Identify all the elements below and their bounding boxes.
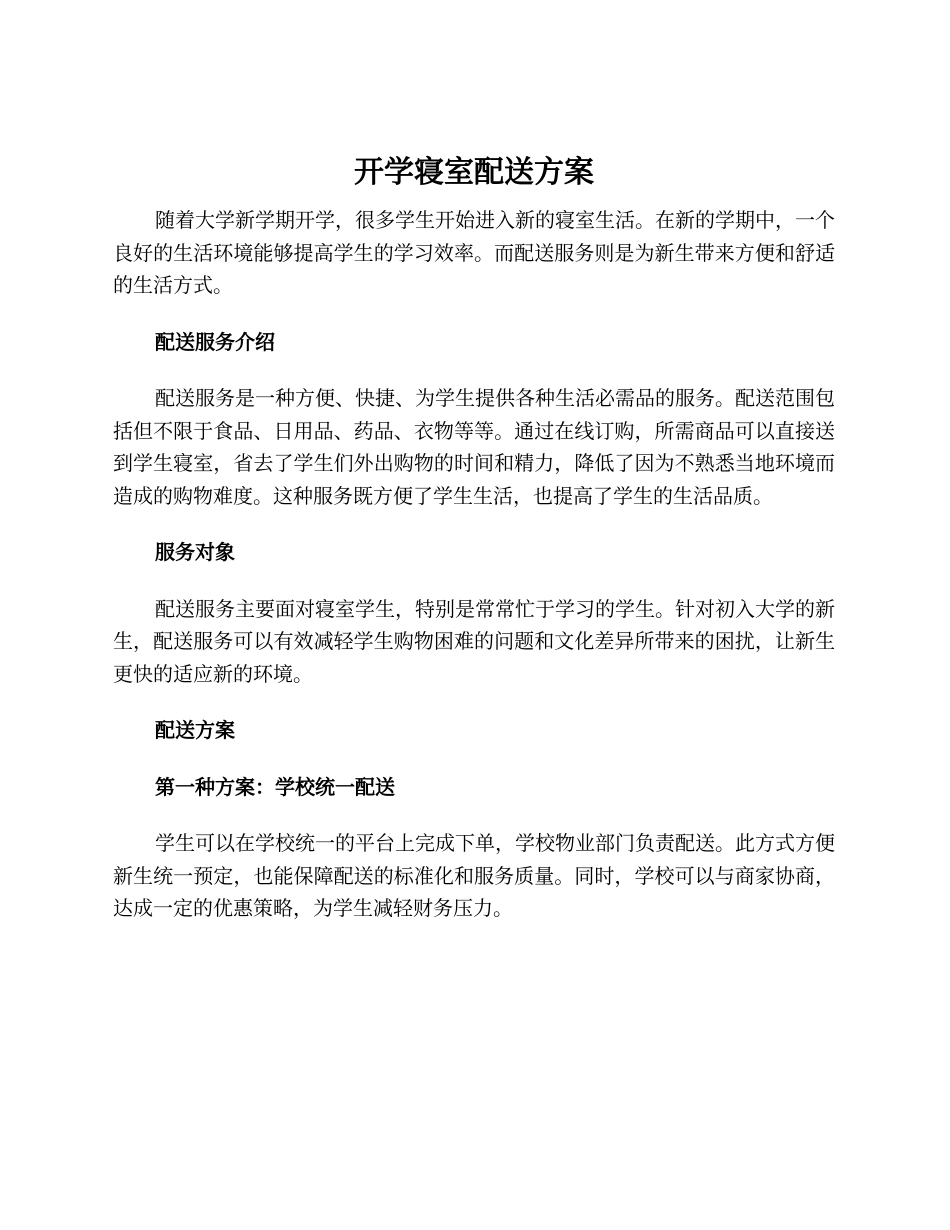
plan-one-paragraph: 学生可以在学校统一的平台上完成下单，学校物业部门负责配送。此方式方便新生统一预定，也能保障配送的标准化和服务质量。同时，学校可以与商家协商，达成一定的优惠策略，为学生减轻财务压力。 xyxy=(113,831,835,920)
section-heading-service-target: 服务对象 xyxy=(155,540,235,564)
subheading-plan-one: 第一种方案：学校统一配送 xyxy=(155,774,395,799)
intro-paragraph: 随着大学新学期开学，很多学生开始进入新的寝室生活。在新的学期中，一个良好的生活环境能够提高学生的学习效率。而配送服务则是为新生带来方便和舒适的生活方式。 xyxy=(113,208,835,297)
section-heading-service-intro: 配送服务介绍 xyxy=(155,329,275,354)
section-heading-delivery-plan: 配送方案 xyxy=(155,718,235,742)
document-title: 开学寝室配送方案 xyxy=(354,155,594,190)
service-target-paragraph: 配送服务主要面对寝室学生，特别是常常忙于学习的学生。针对初入大学的新生，配送服务可以有效减轻学生购物困难的问题和文化差异所带来的困扰，让新生更快的适应新的环境。 xyxy=(113,596,835,686)
document-page xyxy=(113,150,835,925)
service-intro-paragraph: 配送服务是一种方便、快捷、为学生提供各种生活必需品的服务。配送范围包括但不限于食品、日用品、药品、衣物等等。通过在线订购，所需商品可以直接送到学生寝室，省去了学生们外出购物的时间和精力，降低了因为不熟悉当地环境而造成的购物难度。这种服务既方便了学生生活，也提高了学生的生活品质。 xyxy=(113,386,835,508)
